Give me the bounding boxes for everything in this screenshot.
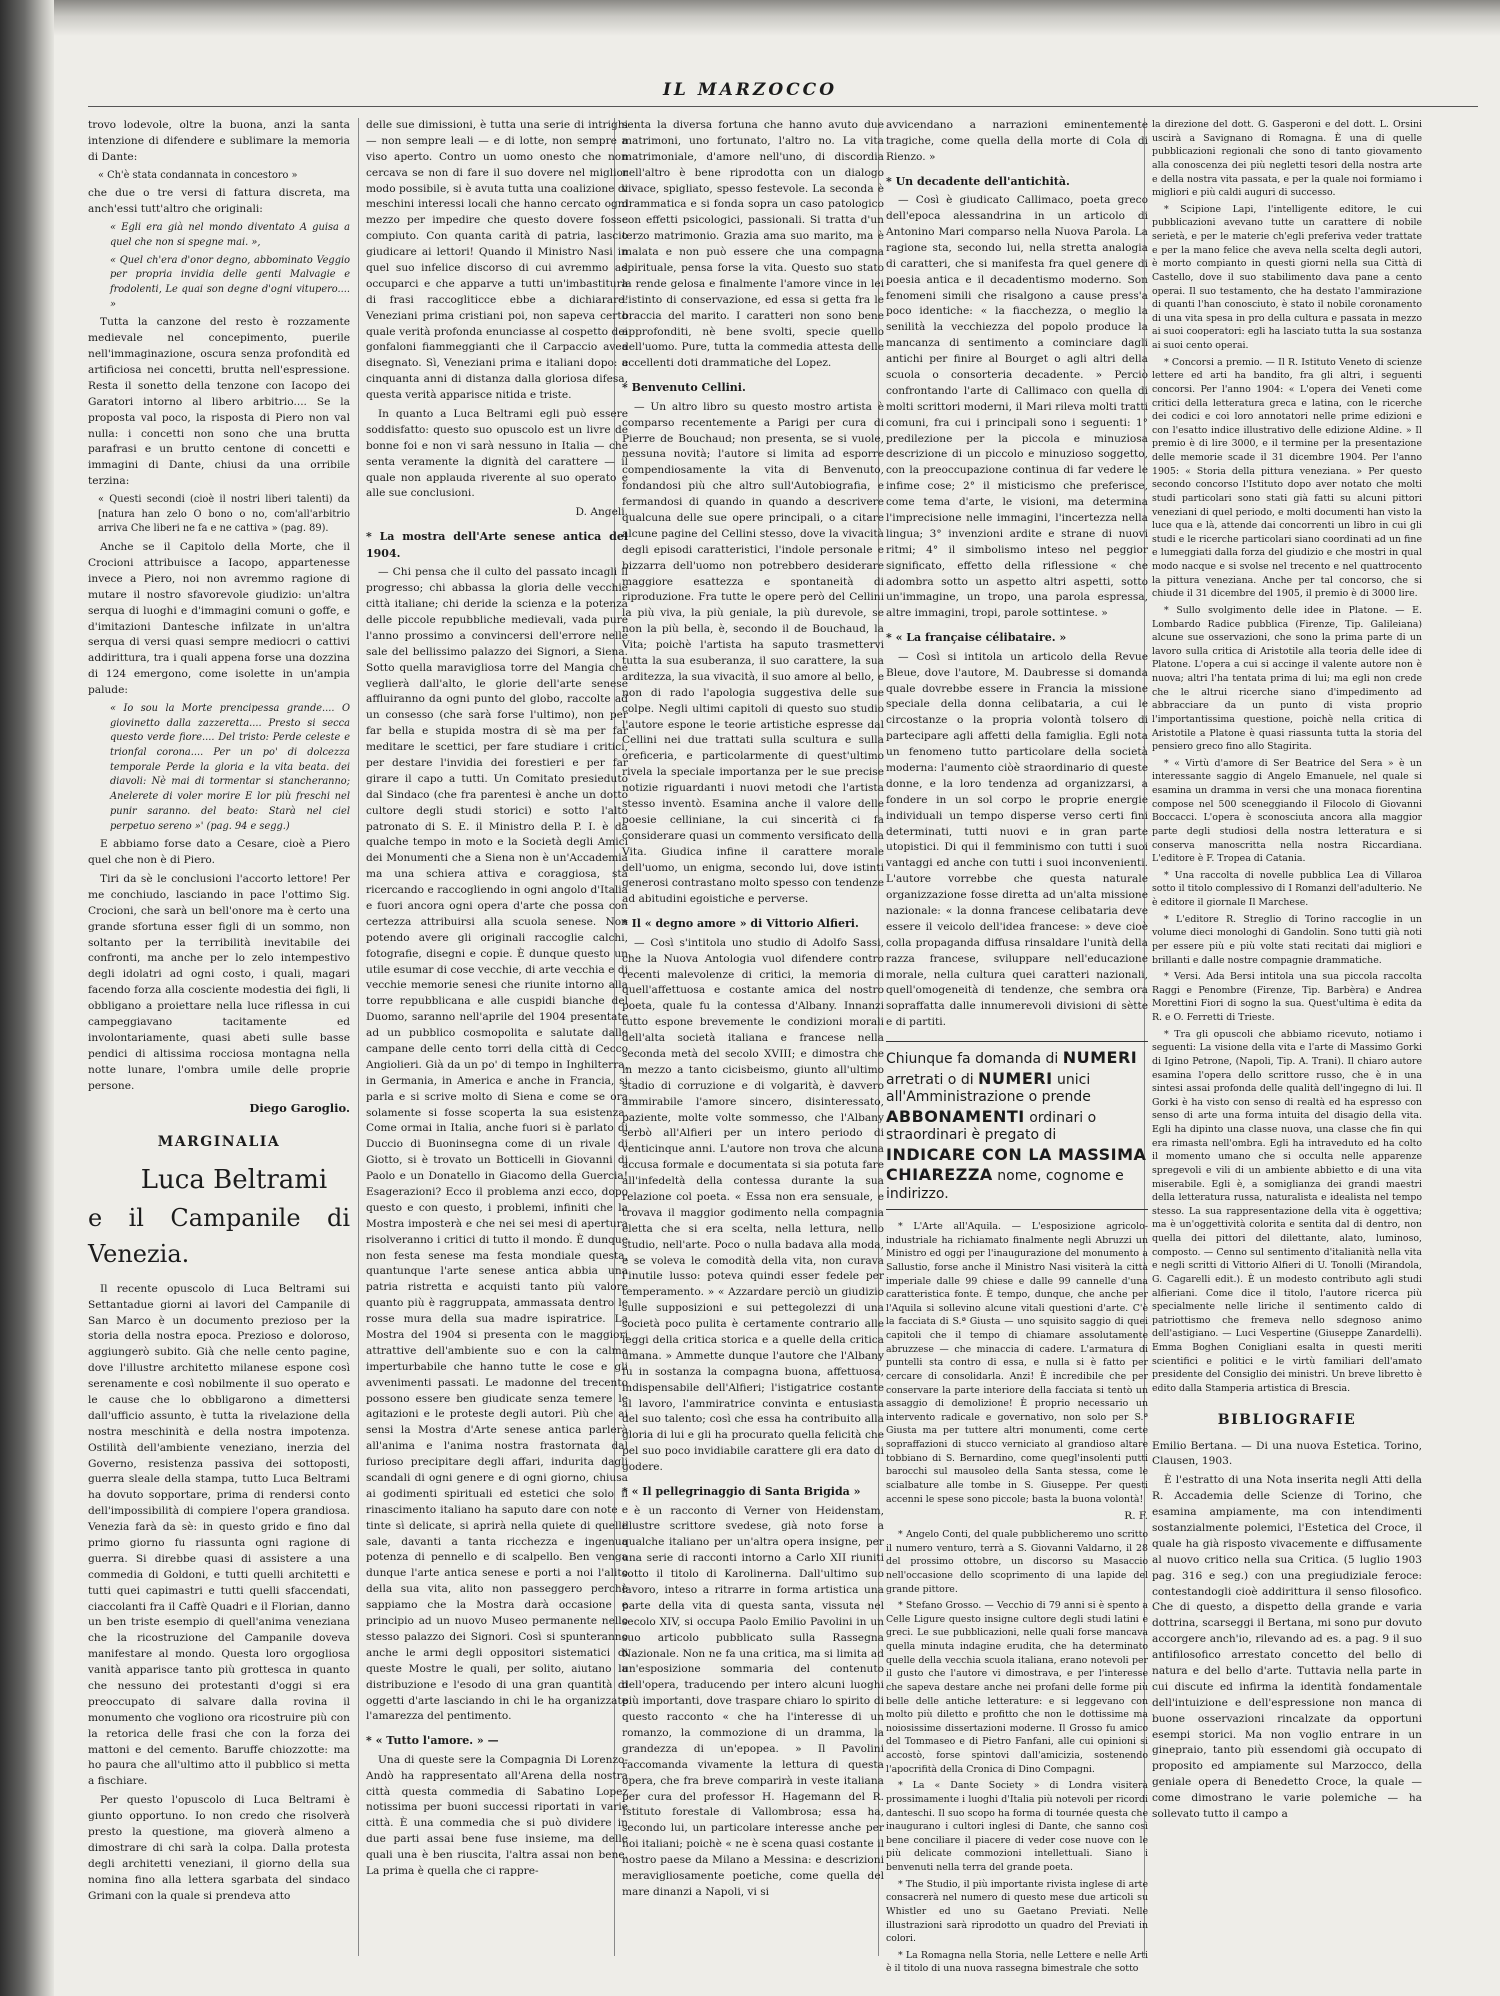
paragraph: E abbiamo forse dato a Cesare, cioè a Piero quel che non è di Piero. [88, 838, 350, 867]
news-heading: * La mostra dell'Arte senese antica del 1904. [366, 530, 628, 560]
article-title: Luca Beltrami [140, 1164, 328, 1195]
section-heading: MARGINALIA [157, 1133, 281, 1150]
paragraph: delle sue dimissioni, è tutta una serie di intrighi — non sempre leali — e di lotte, non sempre a viso aperto. Contro un uomo onesto che non cercava se non di fare il suo dovere nel miglior modo possibile, si è avuta tutta una coalizione di meschini interessi locali che hanno cercato ogni mezzo per impedire che questo dovere fosse compiuto. Con quanta carità di patria, lascio giudicare ai lettori! Quando il Ministro Nasi in quel suo infelice discorso di cui avremmo ad occuparci e che apparve a tutti un'imbastitura di frasi raccogliticce ebbe a dichiarare: Veneziani prima cristiani poi, non sapeva certo quale verità profonda enunciasse al cospetto dei gonfaloni fiammeggianti che il Carpaccio avea disegnato. Sì, Veneziani prima e italiani dopo: a cinquanta anni di distanza dalla gloriosa difesa, questa verità apparisce nitida e triste. [366, 119, 628, 402]
notice-emphasis: NUMERI [978, 1068, 1053, 1088]
paragraph: — Chi pensa che il culto del passato incagli il progresso; chi abbassa la gloria delle vecchie città italiane; chi deride la scienza e la potenza delle piccole repubbliche medievali, vada pure l'anno prossimo a convincersi dell'errore nelle sale del bellissimo palazzo dei Signori, a Siena. Sotto quella maravigliosa torre del Mangia che veglierà dall'alto, le glorie dell'arte senese affluiranno da ogni punto del globo, raccolte ad un consesso (che sarà forse l'ultimo), non per far bella e stupida mostra di sè ma per far meditare le scettici, per fare studiare i critici, per destare l'invidia dei forestieri e per far girare il capo a tutti. Un Comitato presieduto dal Sindaco (che fra parentesi è anche un dotto cultore degli studi storici) e sotto l'alto patronato di S. E. il Ministro della P. I. è da qualche tempo in moto e la Società degli Amici dei Monumenti che a Siena non è un'Accademia ma una schiera attiva e coraggiosa, sta ricercando e raccogliendo in ogni angolo d'Italia e fuori ancora ogni opera d'arte che possa con certezza attribuirsi alla scuola senese. Non potendo avere gli originali raccoglie calchi, fotografie, disegni e copie. È dunque questo un utile esumar di cose vecchie, di arte vecchia e di vecchie memorie senesi che riunite intorno alla torre repubblicana e alle cuspidi bianche del Duomo, saranno nell'aprile del 1904 presentate ad un pubblico cosmopolita e salutate dalle campane delle cento torri della città di Cecco Angiolieri. Già da un po' di tempo in Inghilterra, in Germania, in America e anche in Francia, si parla e si scrive molto di Siena e come se ora solamente si fosse scoperta la sua esistenza. Come ormai in Italia, anche fuori si è parlato di Duccio di Buoninsegna come di un rivale di Giotto, si è trovato un Botticelli in Giovanni di Paolo e un Donatello in Giacomo della Guercia! Esagerazioni? Ecco il problema anzi ecco, dopo questo e con questo, i problemi, infiniti che la Mostra imposterà e che nei sei mesi di apertura risolveranno i critici di tutto il mondo. È dunque non festa senese ma festa mondiale questa, quantunque l'arte senese antica abbia una patria ristretta e acquisti tanto più valore quanto più è raggruppata, ammassata dentro le rosse mura della sua madre ispiratrice. La Mostra del 1904 si presenta con le maggiori attrattive dell'ambiente suo e con la calma imperturbabile che hanno tutte le cose e gli avvenimenti passati. Le madonne del trecento possono essere ben giudicate senza temere le agitazioni e le proteste degli autori. Più che ai sensi la Mostra d'Arte senese antica parlerà all'anima e l'anima nostra frastornata dal furioso precipitare degli affari, indurita dagli scandali di ogni genere e di ogni giorno, chiusa ai godimenti spirituali ed estetici che solo il rinascimento italiano ha saputo dare con note e tinte sì delicate, si aprirà nella quiete di quelle sale, davanti a tanta ricchezza e ingenua potenza di pennello e di scalpello. Ben venga dunque l'arte antica senese e porti a noi l'alito della sua vita, alito non passeggero perchè sappiamo che la Mostra darà occasione e principio ad un nuovo Museo permanente nello stesso palazzo dei Signori. Così si spunteranno anche le armi degli oppositori sistematici di queste Mostre le quali, per solito, aiutano la distribuzione e l'esodo di una gran quantità di oggetti d'arte lasciando in chi le ha organizzate l'amarezza del pentimento. [366, 566, 628, 1723]
news-heading: * Un decadente dell'antichità. [886, 174, 1070, 188]
news-item: * Tra gli opuscoli che abbiamo ricevuto, notiamo i seguenti: La visione della vita e l'arte di Massimo Gorki di Igino Petrone, (Napoli, Tip. A. Trani). Il chiaro autore esamina l'opera dello scrittore russo, che è in una sintesi assai profonda delle qualità dell'ingegno di lui. Il Gorki è ha visto con senso di realtà ed ha espresso con senso di arte una forma intuita del disagio della vita. Egli ha dipinto una classe nuova, una classe che fin qui era rimasta nell'ombra. Egli ha intraveduto ed ha colto il momento umano che si occulta nelle apparenze spregevoli e vili di un ambiente abbietto e di una vita miserabile. Egli è, a somiglianza dei grandi maestri della letteratura russa, naturalista e idealista nel tempo stesso. La sua rappresentazione della vita è oggettiva; ma è un'oggettività colorita e sentita dal di dentro, non quella dei pittori del dilettante, alato, luminoso, composto. — Cenno sul sentimento d'italianità nella vita e negli scritti di Vittorio Alfieri di U. Tonolli (Mirandola, G. Cagarelli edit.). È un modesto contributo agli studi alfieriani. Come dice il titolo, l'autore ricerca più specialmente nelle liriche il sentimento caldo di patriottismo che fremeva nello sdegnoso animo dell'astigiano. — Luci Vespertine (Giuseppe Zanardelli). Emma Boghen Conigliani esalta in questi meriti scientifici e politici e le virtù familiari dell'amato presidente del Consiglio dei ministri. Un breve libretto è edito dalla Stamperia artistica di Brescia. [1152, 1028, 1422, 1394]
news-item: * La Romagna nella Storia, nelle Lettere e nelle Arti è il titolo di una nuova rassegna bimestrale che sotto [886, 1949, 1148, 1975]
paragraph: Per questo l'opuscolo di Luca Beltrami è giunto opportuno. Io non credo che risolverà presto la questione, ma gioverà almeno a dimostrare di chi sarà la colpa. Dalla protesta degli architetti veneziani, il giorno della sua nomina fino alla lettera sgarbata del sindaco Grimani con la quale si prendeva atto [88, 1794, 350, 1902]
article-subtitle: e il Campanile di Venezia. [88, 1203, 350, 1268]
verse-quote: « Egli era già nel mondo diventato A guisa a quel che non si spegne mai. », [110, 222, 350, 248]
paragraph: trovo lodevole, oltre la buona, anzi la santa intenzione di difendere e sublimare la memoria di Dante: [88, 119, 350, 163]
paragraph: Il recente opuscolo di Luca Beltrami sui Settantadue giorni ai lavori del Campanile di San Marco è un documento prezioso per la storia della nostra epoca. Prezioso e doloroso, aggiungerò subito. Già che nelle cento pagine, dove l'illustre architetto milanese espone così serenamente e così nobilmente il suo operato e le cause che lo obbligarono a dimettersi dall'ufficio assunto, è tutta la rivelazione della nostra meschinità e della nostra impotenza. Ostilità dell'ambiente veneziano, inerzia del Governo, resistenza passiva dei sottoposti, guerra sleale della stampa, tutto Luca Beltrami ha dovuto sopportare, prima di rendersi conto dell'impossibilità di compiere l'opera grandiosa. Venezia farà da sè: in questo grido e fino dal primo giorno fu riassunta ogni ragione di guerra. Si direbbe quasi di assistere a una commedia di Goldoni, e tutti quelli architetti e tutti quei capimastri e tutti quelli sfaccendati, ciaccolanti fra il Caffè Quadri e il Florian, danno un ben triste esempio di quell'anima veneziana che la ricostruzione del Campanile doveva manifestare al mondo. Questa loro orgogliosa vanità apparisce tanto più grottesca in quanto che nessuno dei protestanti d'oggi si era preoccupato di salvare dalla rovina il monumento che vogliono ora ricostruire più con la retorica delle frasi che con la forza dei mattoni e del cemento. Baruffe chiozzotte: ma ho paura che all'ultimo atto il pubblico si metta a fischiare. [88, 1282, 350, 1788]
news-heading: * « Il pellegrinaggio di Santa Brigida » [622, 1485, 861, 1499]
news-item: * « Virtù d'amore di Ser Beatrice del Sera » è un interessante saggio di Angelo Emanuele, nel quale si esamina un dramma in versi che una monaca fiorentina compose nel 500 sceneggiando il Filocolo di Giovanni Boccacci. L'opera è sconosciuta ancora alla maggior parte degli studiosi della nostra letteratura e si conserva manoscritta nella nostra Riccardiana. L'editore è F. Tropea di Catania. [1152, 757, 1422, 865]
news-item: * L'editore R. Streglio di Torino raccoglie in un volume dieci monologhi di Gandolin. Sono tutti già noti per essere più e più volte stati recitati dai migliori e brillanti e dalle nostre compagnie drammatiche. [1152, 913, 1422, 966]
verse-quote: « Questi secondi (cioè il nostri liberi talenti) da [natura han zelo O bono o no, com'all'arbitrio arriva Che liberi ne fa e ne cattiva » (pag. 89). [98, 494, 350, 535]
subscription-notice [886, 1041, 1148, 1210]
torn-top-edge [54, 0, 1500, 36]
news-item: * Versi. Ada Bersi intitola una sua piccola raccolta Raggi e Penombre (Firenze, Tip. Barbèra) e Andrea Morettini Fiori di sogno la sua. Quest'ultima è edita da R. e O. Ferretti di Trieste. [1152, 971, 1422, 1023]
paragraph: Tiri da sè le conclusioni l'accorto lettore! Per me conchiudo, lasciando in pace l'ottimo Sig. Crocioni, che sarà un bell'onore ma è certo una grande sfortuna esser figli di un sommo, non soltanto per la terribilità inevitabile dei confronti, ma anche per lo zelo intempestivo degli idolatri ad ogni costo, i quali, magari facendo forza alla cosciente modestia dei figli, li obbligano a proiettare nella luce riflessa in cui campeggiavano tacitamente ed involontariamente, quasi abeti sulle basse pendici di altissima rocciosa montagna nella notte lunare, l'ombra umile delle proprie persone. [88, 873, 350, 1092]
column-4 [886, 118, 1148, 1975]
news-heading: * Il « degno amore » di Vittorio Alfieri. [622, 917, 859, 931]
paragraph: Una di queste sere la Compagnia Di Lorenzo-Andò ha rappresentato all'Arena della nostra città questa commedia di Sabatino Lopez notissima per buoni successi riportati in varie città. È una commedia che si può dividere in due parti assai bene fuse insieme, ma delle quali una è ben riuscita, l'altra assai non bene. La prima è quella che ci rappre- [366, 1753, 628, 1878]
author-initials: R. F. [1124, 1510, 1148, 1523]
news-heading: * Benvenuto Cellini. [622, 381, 746, 395]
paragraph: che due o tre versi di fattura discreta, ma anch'essi tutt'altro che originali: [88, 187, 350, 216]
notice-emphasis: ABBONAMENTI [886, 1106, 1025, 1126]
bibliography-entry: Emilio Bertana. — Di una nuova Estetica. Torino, Clausen, 1903. [1152, 1439, 1422, 1468]
paragraph: Tutta la canzone del resto è rozzamente medievale nel concepimento, puerile nell'immaginazione, oscura senza profondità ed artificiosa nei concetti, brutta nell'espressione. Resta il sonetto della tenzone con Iacopo dei Garatori intorno al libero arbitrio.... Se la proposta val poco, la risposta di Piero non val nulla: i concetti non sono che una brutta parafrasi e un brutto centone di concetti e immagini di Dante, chiusi da una orribile terzina: [88, 316, 350, 488]
notice-text: unici all'Amministrazione o prende [886, 1071, 1091, 1106]
notice-text: Chiunque fa domanda di [886, 1051, 1063, 1068]
header-rule [88, 106, 1478, 107]
news-item: la direzione del dott. G. Gasperoni e del dott. L. Orsini uscirà a Savignano di Romagna. È una di quelle pubblicazioni regionali che sono di tanto giovamento alla conoscenza dei più negletti tesori della nostra arte e della nostra vita passata, e per la quale noi formiamo i migliori e più caldi auguri di successo. [1152, 119, 1422, 199]
news-item: * Sullo svolgimento delle idee in Platone. — E. Lombardo Radice pubblica (Firenze, Tip. Galileiana) alcune sue osservazioni, che sono la prima parte di un lavoro sulla critica di Aristotile alla teoria delle idee di Platone. L'opera a cui si accinge il valente autore non è nuova; altri l'ha tentata prima di lui; ma egli non crede che le altrui ricerche siano d'impedimento ad abbracciare da un punto di vista proprio l'importantissima questione, poichè nella critica di Aristotile a Platone è quasi riassunta tutta la storia del pensiero greco fino allo Stagirita. [1152, 604, 1422, 753]
paragraph: Anche se il Capitolo della Morte, che il Crocioni attribuisce a Iacopo, appartenesse invece a Piero, noi non avremmo ragione di mutare il nostro sfavorevole giudizio: un'altra serqua di luoghi e d'immagini comuni o goffe, e d'imitazioni Dantesche infilzate in un'altra serqua di versi quasi sempre mediocri o cattivi addirittura, tra i quali appena forse una dozzina di 124 emergono, come isolette in un'ampia palude: [88, 541, 350, 697]
author-signature: D. Angeli. [575, 506, 628, 519]
notice-emphasis: NUMERI [1062, 1048, 1138, 1068]
paragraph: — Così è giudicato Callimaco, poeta greco dell'epoca alessandrina in un articolo di Antonino Mari comparso nella Nuova Parola. La ragione sta, secondo lui, nella stretta analogia di caratteri, che si manifesta fra quel genere di poesia antica e il decadentismo moderno. Son fenomeni simili che risalgono a cause press'a poco identiche: « la fiacchezza, o meglio la senilità la vecchiezza del popolo produce la mancanza di sentimento a cominciare dagli antichi per finire al Bourget o agli altri della scuola o consorteria decadente. » Perciò confrontando l'arte di Callimaco con quella di molti scrittori moderni, il Mari rileva molti tratti comuni, fra cui i principali sono i seguenti: 1° predilezione per la piccola e minuziosa descrizione di un piccolo e minuzioso soggetto, con la preoccupazione continua di far vedere le infime cose; 2° il misticismo che preferisce, come tema d'arte, le visioni, ma determina l'imprecisione nelle immagini, l'incertezza nella lingua; 3° invenzioni ardite e strane di nuovi ritmi; 4° il simbolismo inteso nel peggior significato, effetto della riflessione « che adombra sotto un aspetto altri aspetti, sotto un'immagine, un tropo, una parola espressa, altre immagini, tropi, parole sottintese. » [886, 194, 1148, 620]
column-3 [622, 118, 884, 1956]
paragraph: è un racconto di Verner von Heidenstam, illustre scrittore svedese, già noto forse a qualche italiano per un'altra opera insigne, per una serie di racconti intorno a Carlo XII riuniti sotto il titolo di Karolinerna. Dall'ultimo suo lavoro, inteso a ritrarre in forma artistica una parte della vita di questa santa, vissuta nel secolo XIV, si occupa Paolo Emilio Pavolini in un suo articolo pubblicato sulla Rassegna Nazionale. Non ne fa una critica, ma si limita ad un'esposizione sommaria del contenuto dell'opera, traducendo per intero alcuni luoghi più importanti, dove traspare chiaro lo spirito di questo racconto « che ha l'interesse di un romanzo, la commozione di un dramma, la grandezza di un'epopea. » Il Pavolini raccomanda vivamente la lettura di questa opera, che fra breve comparirà in veste italiana per cura del professor H. Hagemann del R. Istituto forestale di Vallombrosa; essa ha, secondo lui, un particolare interesse anche per noi italiani; poichè « ne è scena quasi costante il nostro paese da Milano a Messina: e descrizioni meravigliosamente poetiche, come quella del mare dinanzi a Napoli, vi si [622, 1504, 884, 1898]
column-divider [358, 118, 359, 1956]
news-item: * Scipione Lapi, l'intelligente editore, le cui pubblicazioni avevano tutte un carattere di nobile serietà, e per le materie ch'egli preferiva veder trattate e per la mano felice che aveva nella scelta degli autori, è morto compianto in questi giorni nella sua Città di Castello, dove il suo stabilimento dava pane a cento operai. Il suo testamento, che ha destato l'ammirazione di quanti l'han conosciuto, è stato il nobile coronamento di una vita spesa in pro della cultura e passata in mezzo ai suoi cooperatori: egli ha lasciato tutta la sua sostanza ai suoi cento operai. [1152, 203, 1422, 351]
news-heading: * « Tutto l'amore. » — [366, 1734, 499, 1748]
paragraph: senta la diversa fortuna che hanno avuto due matrimoni, uno fortunato, l'altro no. La vita matrimoniale, d'amore nell'uno, di discordia nell'altro è bene riprodotta con un dialogo vivace, spigliato, spesso festevole. La seconda è drammatica e si fonda sopra un caso patologico con effetti psicologici, passionali. Si tratta d'un terzo matrimonio. Grazia ama suo marito, ma è malata e non può essere che una compagna spirituale, pensa forse la vita. Questo suo stato la rende gelosa e finalmente l'amore vince in lei l'istinto di conservazione, ed essa si getta fra le braccia del marito. I caratteri non sono bene approfonditi, nè bene svolti, specie quello dell'uomo. Pure, tutta la commedia attesta delle eccellenti doti drammatiche del Lopez. [622, 119, 884, 370]
author-signature: Diego Garoglio. [249, 1101, 350, 1116]
notice-text: nome, cognome e indirizzo. [886, 1168, 1124, 1202]
news-item: * Una raccolta di novelle pubblica Lea di Villaroa sotto il titolo complessivo di I Romanzi dell'adulterio. Ne è editore il giornale Il Marchese. [1152, 869, 1422, 908]
news-item: * La « Dante Society » di Londra visiterà prossimamente i luoghi d'Italia più notevoli per ricordi danteschi. Il suo scopo ha forma di tournée questa che inaugurano i cultori inglesi di Dante, che sanno così bene conciliare il piacere di veder cose nuove con le più delicate commozioni intellettuali. Siano i benvenuti nella terra del grande poeta. [886, 1780, 1148, 1874]
paragraph: — Un altro libro su questo mostro artista è comparso recentemente a Parigi per cura di Pierre de Bouchaud; non presenta, se si vuole, nessuna novità; l'autore si limita ad esporre compendiosamente la vita di Benvenuto, fondandosi più che altro sull'Autobiografia, e fermandosi di quando in quando a descrivere qualcuna delle sue opere principali, o a citare alcune pagine del Cellini stesso, dove la vivacità degli episodi caratteristici, l'indole personale e bizzarra dell'uomo non potrebbero desiderare maggiore esattezza e spontaneità di riproduzione. Fra tutte le opere però del Cellini la più viva, la più geniale, la più durevole, se non la più bella, è, secondo il de Bouchaud, la Vita; poichè l'artista ha saputo trasmettervi tutta la sua esuberanza, il suo carattere, la sua arditezza, la sua vivacità, il suo amore al bello, e non di rado l'apologia suggestiva delle sue colpe. Negli ultimi capitoli di questo suo studio l'autore espone le teorie artistiche espresse dal Cellini nei due trattati sulla scultura e sulla oreficeria, e particolarmente di quest'ultimo rivela la speciale importanza per le sue precise notizie riguardanti i nuovi metodi che l'artista stesso inventò. Esamina anche il valore delle poesie celliniane, la cui sincerità ci fa considerare quasi un commento versificato della Vita. Giudica infine il carattere morale dell'uomo, un enigma, secondo lui, dove istinti generosi contrastano molto spesso con tendenze ad abitudini egoistiche e perverse. [622, 400, 884, 906]
news-heading: * « La française célibataire. » [886, 631, 1067, 645]
news-item: * Stefano Grosso. — Vecchio di 79 anni si è spento a Celle Ligure questo insigne cultore degli studi latini e greci. Le sue pubblicazioni, nelle quali forse mancava quella minuta indagine erudita, che ha determinato quelle della vecchia scuola italiana, erano notevoli per il gusto che l'autore vi dimostrava, e per l'interesse che sapeva destare anche nei profani delle forme più belle delle antiche letterature: e si leggevano con molto più diletto e profitto che non le dottissime ma noiosissime dissertazioni moderne. Il Grosso fu amico del Tommaseo e di Pietro Fanfani, alle cui opinioni si accostò, forse spintovi dall'amicizia, sostenendo l'apocrifità della Cronica di Dino Compagni. [886, 1600, 1148, 1775]
verse-quote: « Io sou la Morte prencipessa grande.... O giovinetto dalla zazzeretta.... Presto si secca questo verde fiore.... Del tristo: Perde celeste e trionfal corona.... Per un po' di dolcezza temporale Perde la gloria e la vita beata. dei diavoli: Nè mai di tormentar si stancheranno; Anelerete di voler morire E lor più freschi nel punir saranno. del beato: Starà nel ciel perpetuo sereno »' (pag. 94 e segg.) [110, 703, 350, 832]
page-binding-shadow [0, 0, 54, 1996]
paragraph: avvicendano a narrazioni eminentemente tragiche, come quella della morte di Cola di Rienzo. » [886, 119, 1148, 163]
news-item: * L'Arte all'Aquila. — L'esposizione agricolo-industriale ha richiamato finalmente negli Abruzzi un Ministro ed oggi per l'inaugurazione del monumento a Sallustio, forse anche il Ministro Nasi visiterà la città imperiale dalle 99 chiese e dalle 99 cannelle d'una caratteristica fonte. È tempo, dunque, che anche per l'Aquila si sollevino alcune vitali questioni d'arte. C'è la facciata di S.ª Giusta — uno squisito saggio di quei capitoli che il tempo di chiamare assolutamente abruzzese — che minaccia di cadere. L'armatura di puntelli sta contro di essa, e nulla si è fatto per cercare di consolidarla. Anzi! È incredibile che per conservare la parte interiore della facciata si tentò un assaggio di demolizione! È proprio necessario un intervento radicale e governativo, non solo per S.ª Giusta ma per tuttere altri monumenti, come certe sopraffazioni di stucco verniciato al grandioso altare tobbiano di S. Bernardino, come quegl'insolenti putti barocchi sul mausoleo della Santa stessa, come le scialbature alle tombe in S. Giuseppe. Per questi accenni le spese sono piccole; basta la buona volontà! [886, 1221, 1148, 1505]
section-heading: BIBLIOGRAFIE [1217, 1411, 1357, 1428]
notice-emphasis: INDICARE CON LA MASSIMA CHIAREZZA [886, 1144, 1147, 1185]
paragraph: — Così s'intitola uno studio di Adolfo Sassi, che la Nuova Antologia vuol difendere contro recenti malevolenze di critici, la memoria di quell'affettuosa e costante amica del nostro poeta, quale fu la contessa d'Albany. Innanzi tutto espone brevemente le condizioni morali dell'alta società italiana e francese nella seconda metà del secolo XVIII; e dimostra che in mezzo a tanto cicisbeismo, giunto all'ultimo stadio di corruzione e di volgarità, è davvero ammirabile l'amore sincero, disinteressato, paziente, molte volte sommesso, che l'Albany serbò all'Alfieri per un intero periodo di venticinque anni. L'autore non trova che alcuna accusa formale e documentata si sia potuta fare all'infedeltà della contessa durante la sua relazione col poeta. « Essa non era sensuale, e trovava il maggior godimento nella compagnia eletta che si era scelta, nella lettura, nello studio, nell'arte. Poco o nulla badava alla moda, e se voleva le comodità della vita, non curava l'inutile lusso: poteva quindi esser fedele per temperamento. » « Azzardare perciò un giudizio sulle supposizioni e sui pettegolezzi di una società poco pulita è certamente contrario alle leggi della critica storica e a quelle della critica umana. » Ammette dunque l'autore che l'Albany fu in sostanza la compagna buona, affettuosa, indispensabile dell'Alfieri; l'istigatrice costante al lavoro, l'ammiratrice convinta e entusiasta del suo talento; così che essa ha contribuito alla gloria di lui e gli ha procurato quella felicità che pel suo poco invidiabile carattere gli era dato di godere. [622, 936, 884, 1474]
paragraph: — Così si intitola un articolo della Revue Bleue, dove l'autore, M. Daubresse si domanda quale dovrebbe essere in Francia la missione speciale della donna celibataria, a cui le circostanze o la propria volontà tolsero di partecipare agli affetti della famiglia. Egli nota un fenomeno tutto particolare della società moderna: l'aumento ciòè straordinario di queste donne, e la loro tendenza ad organizzarsi, a fondere in un sol corpo le proprie energie individuali un tempo disperse verso certi fini determinati, tutti nuovi e in gran parte utopistici. Di qui il femminismo con tutti i suoi vantaggi ed anche con tutti i suoi inconvenienti. L'autore vorrebbe che questa naturale organizzazione fosse diretta ad un'alta missione nazionale: « la donna francese celibataria deve essere il veicolo dell'idea francese: » deve cioè colla propaganda diffusa rinsaldare l'unità della razza francese, sviluppare nell'educazione morale, nella cultura quei caratteri nazionali, quell'omogeneità di tendenze, che sembra ora sopraffatta dalle innumerevoli divisioni di sètte e di partiti. [886, 650, 1148, 1029]
column-5 [1152, 118, 1422, 1956]
notice-text: arretrati o di [886, 1071, 979, 1088]
column-2 [366, 118, 628, 1956]
notice-text: ordinari o straordinari è pregato di [886, 1109, 1097, 1144]
news-item: * Concorsi a premio. — Il R. Istituto Veneto di scienze lettere ed arti ha bandito, fra gli altri, i seguenti concorsi. Per l'anno 1904: « L'opera dei Veneti come critici della letteratura greca e latina, con le ricerche dei codici e coi loro annotatori nelle prime edizioni e con l'esatto indice illustrativo delle edizione Aldine. » Il premio è di lire 3000, e il termine per la presentazione delle memorie scade il 31 dicembre 1904. Per l'anno 1905: « Storia della pittura veneziana. » Per questo secondo concorso l'Istituto dopo aver notato che molti studi particolari sono stati già fatti su alcuni pittori veneziani di quel periodo, e molti documenti han visto la luce qua e là, attende dai concorrenti un libro in cui gli studi e le ricerche particolari siano coordinati ad un fine e lumeggiati dalla forza del giudizio e che mostri in qual modo nacque e si svolse nel trecento e nel quattrocento la pittura veneziana. Anche per tal concorso, che si chiude il 31 dicembre del 1905, il premio è di 3000 lire. [1152, 356, 1422, 600]
verse-quote: « Quel ch'era d'onor degno, abbominato Veggio per propria invidia delle genti Malvagie e frodolenti, Le quai son degne d'ogni vitupero.... » [110, 254, 350, 310]
column-1 [88, 118, 350, 1956]
quote: « Ch'è stata condannata in concestoro » [98, 169, 298, 181]
news-item: * The Studio, il più importante rivista inglese di arte consacrerà nel numero di questo mese due articoli su Whistler ed uno su Gaetano Previati. Nelle illustrazioni sarà riprodotto un quadro del Previati in colori. [886, 1878, 1148, 1945]
paragraph: È l'estratto di una Nota inserita negli Atti della R. Accademia delle Scienze di Torino, che esamina ampiamente, ma con intendimenti sostanzialmente polemici, l'Estetica del Croce, il quale ha già risposto vivacemente e diffusamente al nuovo critico nella sua Critica. (5 luglio 1903 pag. 316 e seg.) con una pregiudiziale feroce: contestandogli cioè addirittura il senso filosofico. Che di questo, a dispetto della grande e varia dottrina, scarseggi il Bertana, mi sono pur dovuto accorgere anch'io, rilevando ad es. a pag. 9 il suo antifilosofico arrestato concetto del bello di natura e del bello d'arte. Tuttavia nella parte in cui discute ed infirma la identità fondamentale dell'intuizione e dell'espressione non manca di buone osservazioni rincalzate da opportuni esempi storici. Ma non voglio entrare in un ginepraio, tanto più essendomi già occupato di proposito ed ampiamente sul Marzocco, della geniale opera di Benedetto Croce, la quale — come dimostrano le varie polemiche — ha sollevato tutto il campo a [1152, 1474, 1422, 1820]
masthead: IL MARZOCCO [662, 80, 838, 100]
news-item: * Angelo Conti, del quale pubblicheremo uno scritto il numero venturo, terrà a S. Giovanni Valdarno, il 28 del prossimo ottobre, un discorso su Masaccio nell'occasione dello scoprimento di una lapide del grande pittore. [886, 1529, 1148, 1595]
paragraph: In quanto a Luca Beltrami egli può essere soddisfatto: questo suo opuscolo est un livre de bonne foi e non vi sarà nessuno in Italia — che senta veramente la dignità del carattere — il quale non applauda riverente al suo operato e alle sue conclusioni. [366, 408, 628, 500]
